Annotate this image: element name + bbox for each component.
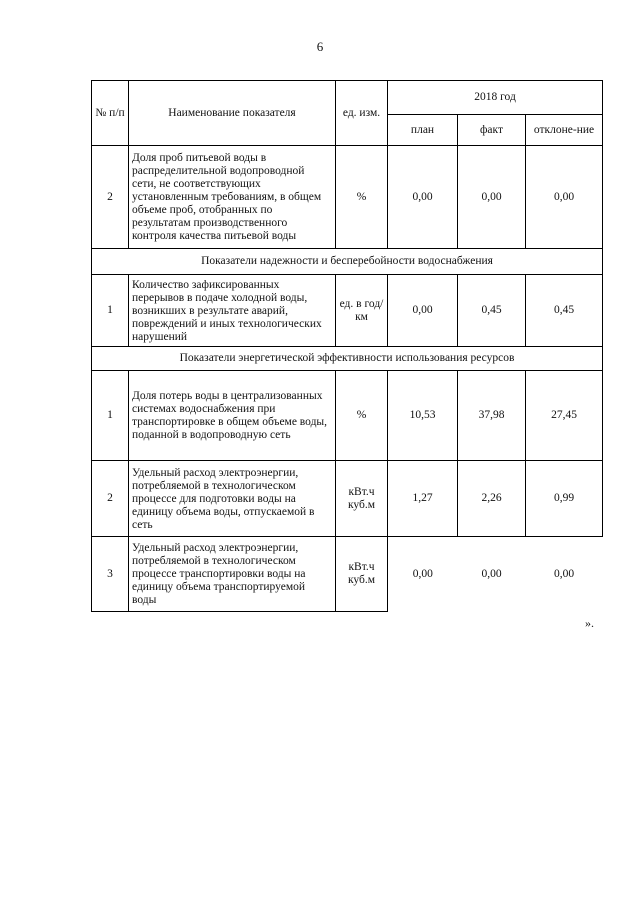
- row-unit: ед. в год/ км: [336, 275, 388, 347]
- row-num: 2: [92, 146, 129, 249]
- section-title-energy: Показатели энергетической эффективности использования ресурсов: [92, 347, 603, 371]
- row-plan: 10,53: [388, 371, 458, 461]
- header-name: Наименование показателя: [129, 81, 336, 146]
- page-number: 6: [316, 39, 324, 54]
- row-deviation: 0,99: [526, 461, 603, 537]
- row-name: Доля потерь воды в централизованных системах водоснабжения при транспортировке в общем объеме воды, поданной в водопроводную сеть: [129, 371, 336, 461]
- closing-mark: ».: [585, 616, 594, 630]
- header-unit: ед. изм.: [336, 81, 388, 146]
- row-deviation: 27,45: [526, 371, 603, 461]
- row-name: Удельный расход электроэнергии, потребляемой в технологическом процессе транспортировки воды на единицу объема транспортируемой воды: [129, 537, 336, 612]
- row-unit: кВт.ч куб.м: [336, 537, 388, 612]
- header-deviation: отклоне-ние: [526, 115, 603, 146]
- row-num: 3: [92, 537, 129, 612]
- header-num: № п/п: [92, 81, 129, 146]
- header-plan: план: [388, 115, 458, 146]
- row-deviation: 0,45: [526, 275, 603, 347]
- header-fact: факт: [458, 115, 526, 146]
- section-row: [92, 249, 603, 275]
- row-plan: 0,00: [388, 275, 458, 347]
- row-unit: %: [336, 146, 388, 249]
- row-deviation: 0,00: [553, 567, 575, 580]
- row-plan: 0,00: [388, 146, 458, 249]
- table-row: [92, 371, 603, 461]
- row-plan: 1,27: [388, 461, 458, 537]
- table-row: [92, 275, 603, 347]
- row-fact: 37,98: [458, 371, 526, 461]
- row-fact: 0,00: [481, 567, 502, 580]
- row-name: Доля проб питьевой воды в распределительной водопроводной сети, не соответствующих установленным требованиям, в общем объеме проб, отобранных по результатам производственного контроля качества питьевой воды: [129, 146, 336, 249]
- section-row: [92, 347, 603, 371]
- row-deviation: 0,00: [526, 146, 603, 249]
- row-unit: %: [336, 371, 388, 461]
- row-fact: 0,45: [458, 275, 526, 347]
- table-row: [92, 146, 603, 249]
- header-year: 2018 год: [388, 81, 603, 115]
- row-num: 1: [92, 275, 129, 347]
- row-name: Количество зафиксированных перерывов в подаче холодной воды, возникших в результате аварий, повреждений и иных технологических нарушений: [129, 275, 336, 347]
- row-num: 1: [92, 371, 129, 461]
- row-fact: 2,26: [458, 461, 526, 537]
- section-title-reliability: Показатели надежности и бесперебойности водоснабжения: [92, 249, 603, 275]
- row-name: Удельный расход электроэнергии, потребляемой в технологическом процессе для подготовки воды на единицу объема воды, отпускаемой в сеть: [129, 461, 336, 537]
- table-row: [92, 537, 603, 612]
- row-num: 2: [92, 461, 129, 537]
- row-plan: 0,00: [388, 537, 458, 612]
- row-fact: 0,00: [458, 146, 526, 249]
- table-row: [92, 461, 603, 537]
- indicators-table: [91, 80, 603, 612]
- row-unit: кВт.ч куб.м: [336, 461, 388, 537]
